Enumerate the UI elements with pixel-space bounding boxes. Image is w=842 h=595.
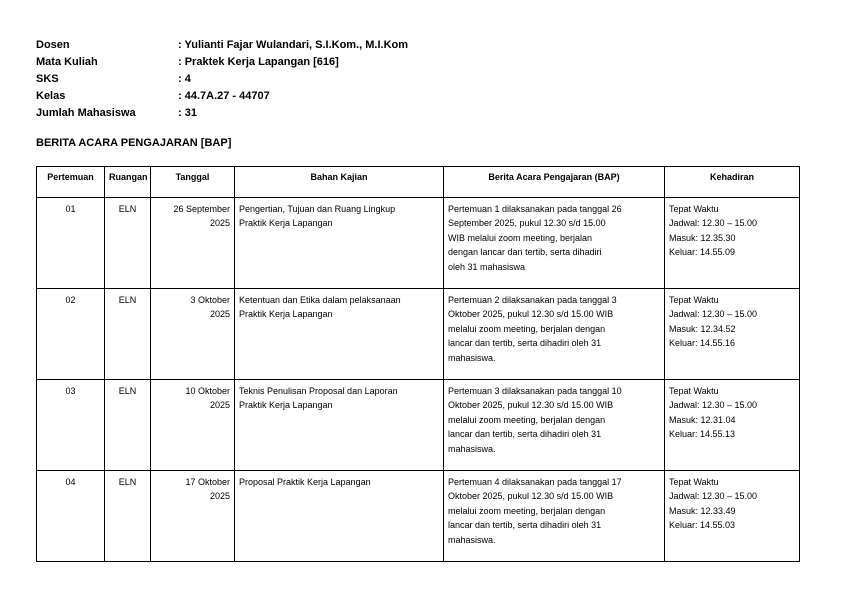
- bahan-line: Pengertian, Tujuan dan Ruang Lingkup: [239, 204, 396, 214]
- tanggal-line: 2025: [209, 309, 230, 320]
- cell-kehadiran: [665, 380, 800, 471]
- info-value: : Yulianti Fajar Wulandari, S.I.Kom., M.I.Kom: [178, 39, 409, 51]
- berita-line: melalui zoom meeting, berjalan dengan: [448, 414, 606, 425]
- kehadiran-line: Tepat Waktu: [669, 204, 719, 214]
- course-info: [36, 37, 408, 122]
- bahan-line: Praktik Kerja Lapangan: [239, 400, 333, 411]
- berita-line: September 2025, pukul 12.30 s/d 15.00: [448, 218, 606, 229]
- pertemuan-value: 04: [65, 477, 76, 487]
- info-row-jumlah-mahasiswa: [36, 105, 408, 122]
- berita-line: Oktober 2025, pukul 12.30 s/d 15.00 WIB: [448, 309, 614, 320]
- cell-berita-acara: [444, 380, 665, 471]
- berita-line: lancar dan tertib, serta dihadiri oleh 31: [448, 338, 602, 349]
- table-row: [37, 289, 800, 380]
- cell-ruangan: [105, 471, 151, 562]
- section-title: BERITA ACARA PENGAJARAN [BAP]: [36, 137, 232, 149]
- cell-kehadiran: [665, 289, 800, 380]
- header-ruangan: Ruangan: [105, 167, 151, 198]
- bap-table: [36, 166, 800, 562]
- kehadiran-line: Jadwal: 12.30 – 15.00: [669, 309, 758, 320]
- pertemuan-value: 03: [65, 386, 76, 396]
- tanggal-line: 3 Oktober: [190, 295, 230, 305]
- bahan-line: Ketentuan dan Etika dalam pelaksanaan: [239, 295, 401, 305]
- berita-line: Pertemuan 2 dilaksanakan pada tanggal 3: [448, 295, 617, 305]
- cell-kehadiran: [665, 198, 800, 289]
- berita-line: WIB melalui zoom meeting, berjalan: [448, 232, 593, 243]
- cell-tanggal: [151, 380, 235, 471]
- info-value: : 31: [178, 107, 197, 119]
- berita-line: Pertemuan 1 dilaksanakan pada tanggal 26: [448, 204, 622, 214]
- tanggal-line: 2025: [209, 491, 230, 502]
- ruangan-value: ELN: [118, 295, 137, 305]
- bahan-line: Proposal Praktik Kerja Lapangan: [239, 477, 371, 487]
- info-label: SKS: [36, 73, 59, 85]
- kehadiran-line: Keluar: 14.55.16: [669, 338, 736, 349]
- kehadiran-line: Masuk: 12.35.30: [669, 232, 736, 243]
- info-row-mata-kuliah: [36, 54, 408, 71]
- cell-bahan-kajian: [235, 471, 444, 562]
- berita-line: mahasiswa.: [448, 443, 496, 454]
- header-bahan-kajian: Bahan Kajian: [235, 167, 444, 198]
- kehadiran-line: Masuk: 12.33.49: [669, 505, 736, 516]
- bahan-line: Praktik Kerja Lapangan: [239, 309, 333, 320]
- cell-kehadiran: [665, 471, 800, 562]
- berita-line: melalui zoom meeting, berjalan dengan: [448, 505, 606, 516]
- berita-line: oleh 31 mahasiswa: [448, 261, 526, 272]
- cell-tanggal: [151, 471, 235, 562]
- info-value: : 4: [178, 73, 191, 85]
- ruangan-value: ELN: [118, 204, 137, 214]
- berita-line: mahasiswa.: [448, 534, 496, 545]
- table-row: [37, 471, 800, 562]
- bahan-line: Praktik Kerja Lapangan: [239, 218, 333, 229]
- kehadiran-line: Tepat Waktu: [669, 477, 719, 487]
- bahan-line: Teknis Penulisan Proposal dan Laporan: [239, 386, 398, 396]
- table-row: [37, 198, 800, 289]
- tanggal-line: 10 Oktober: [185, 386, 230, 396]
- berita-line: Pertemuan 3 dilaksanakan pada tanggal 10: [448, 386, 622, 396]
- info-row-dosen: [36, 37, 408, 54]
- cell-bahan-kajian: [235, 289, 444, 380]
- info-label: Jumlah Mahasiswa: [36, 107, 136, 119]
- tanggal-line: 17 Oktober: [185, 477, 230, 487]
- ruangan-value: ELN: [118, 477, 137, 487]
- cell-berita-acara: [444, 471, 665, 562]
- header-kehadiran: Kehadiran: [665, 167, 800, 198]
- info-row-kelas: [36, 88, 408, 105]
- info-value: : Praktek Kerja Lapangan [616]: [178, 56, 339, 68]
- cell-tanggal: [151, 289, 235, 380]
- kehadiran-line: Keluar: 14.55.03: [669, 520, 736, 531]
- kehadiran-line: Jadwal: 12.30 – 15.00: [669, 491, 758, 502]
- kehadiran-line: Tepat Waktu: [669, 386, 719, 396]
- berita-line: dengan lancar dan tertib, serta dihadiri: [448, 247, 602, 258]
- cell-pertemuan: [37, 471, 105, 562]
- berita-line: Oktober 2025, pukul 12.30 s/d 15.00 WIB: [448, 491, 614, 502]
- tanggal-line: 26 September: [173, 204, 230, 214]
- cell-berita-acara: [444, 198, 665, 289]
- kehadiran-line: Tepat Waktu: [669, 295, 719, 305]
- header-tanggal: Tanggal: [151, 167, 235, 198]
- info-label: Dosen: [36, 39, 70, 51]
- info-label: Mata Kuliah: [36, 56, 98, 68]
- info-value: : 44.7A.27 - 44707: [178, 90, 270, 102]
- kehadiran-line: Masuk: 12.31.04: [669, 414, 736, 425]
- header-berita-acara: Berita Acara Pengajaran (BAP): [444, 167, 665, 198]
- cell-ruangan: [105, 198, 151, 289]
- berita-line: lancar dan tertib, serta dihadiri oleh 31: [448, 520, 602, 531]
- berita-line: lancar dan tertib, serta dihadiri oleh 31: [448, 429, 602, 440]
- cell-pertemuan: [37, 380, 105, 471]
- berita-line: Pertemuan 4 dilaksanakan pada tanggal 17: [448, 477, 622, 487]
- tanggal-line: 2025: [209, 218, 230, 229]
- info-label: Kelas: [36, 90, 66, 102]
- cell-ruangan: [105, 380, 151, 471]
- kehadiran-line: Keluar: 14.55.09: [669, 247, 736, 258]
- info-row-sks: [36, 71, 408, 88]
- tanggal-line: 2025: [209, 400, 230, 411]
- table-header-row: [37, 167, 800, 198]
- cell-pertemuan: [37, 198, 105, 289]
- table-row: [37, 380, 800, 471]
- berita-line: mahasiswa.: [448, 352, 496, 363]
- cell-bahan-kajian: [235, 198, 444, 289]
- cell-tanggal: [151, 198, 235, 289]
- header-pertemuan: Pertemuan: [37, 167, 105, 198]
- cell-pertemuan: [37, 289, 105, 380]
- kehadiran-line: Jadwal: 12.30 – 15.00: [669, 400, 758, 411]
- ruangan-value: ELN: [118, 386, 137, 396]
- berita-line: melalui zoom meeting, berjalan dengan: [448, 323, 606, 334]
- kehadiran-line: Masuk: 12.34.52: [669, 323, 736, 334]
- kehadiran-line: Jadwal: 12.30 – 15.00: [669, 218, 758, 229]
- pertemuan-value: 01: [65, 204, 76, 214]
- pertemuan-value: 02: [65, 295, 76, 305]
- berita-line: Oktober 2025, pukul 12.30 s/d 15.00 WIB: [448, 400, 614, 411]
- kehadiran-line: Keluar: 14.55.13: [669, 429, 736, 440]
- cell-bahan-kajian: [235, 380, 444, 471]
- cell-ruangan: [105, 289, 151, 380]
- cell-berita-acara: [444, 289, 665, 380]
